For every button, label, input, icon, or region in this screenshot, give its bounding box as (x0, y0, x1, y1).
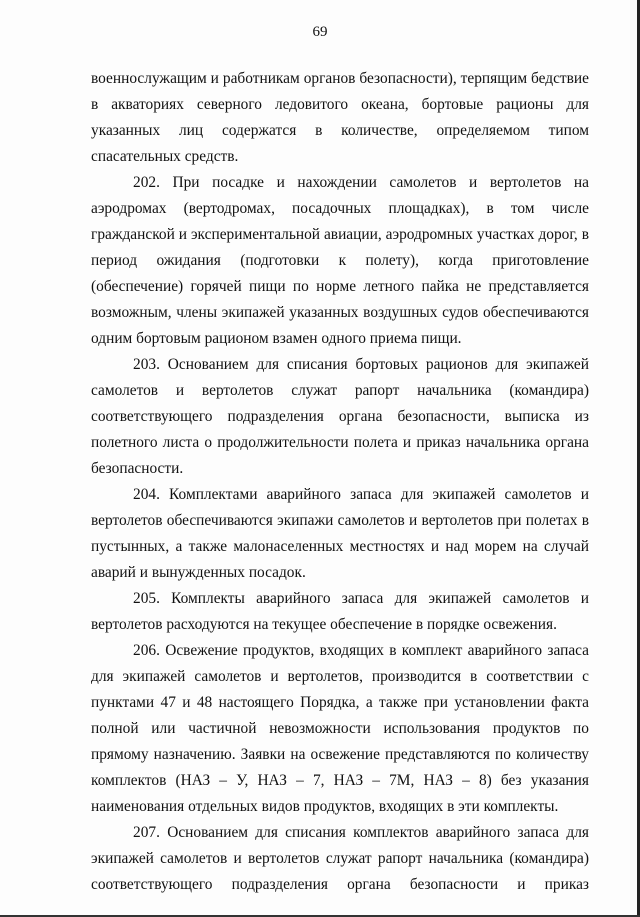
document-body (91, 66, 589, 898)
paragraph-207: 207. Основанием для списания комплектов аварийного запаса для экипажей самолетов и вертолетов служат рапорт начальника (командира) соответствующего подразделения органа безопасности и приказ (91, 824, 589, 893)
paragraph-203: 203. Основанием для списания бортовых рационов для экипажей самолетов и вертолетов служат рапорт начальника (командира) соответствующего подразделения органа безопасности, выписка из полетного листа о продолжительности полета и приказ начальника органа безопасности. (91, 356, 589, 477)
paragraph-206: 206. Освежение продуктов, входящих в комплект аварийного запаса для экипажей самолетов и вертолетов, производится в соответствии с пунктами 47 и 48 настоящего Порядка, а также при установлении факта полной или частичной невозможности использования продуктов по прямому назначению. Заявки на освежение представляются по количеству комплектов (НАЗ – У, НАЗ – 7, НАЗ – 7М, НАЗ – 8) без указания наименования отдельных видов продуктов, входящих в эти комплекты. (91, 642, 589, 815)
paragraph-continuation: военнослужащим и работникам органов безопасности), терпящим бедствие в акваториях северного ледовитого океана, бортовые рационы для указанных лиц содержатся в количестве, определяемом типом спасательных средств. (91, 70, 589, 165)
paragraph-202: 202. При посадке и нахождении самолетов и вертолетов на аэродромах (вертодромах, посадочных площадках), в том числе гражданской и экспериментальной авиации, аэродромных участках дорог, в период ожидания (подготовки к полету), когда приготовление (обеспечение) горячей пищи по норме летного пайка не представляется возможным, члены экипажей указанных воздушных судов обеспечиваются одним бортовым рационом взамен одного приема пищи. (91, 174, 589, 347)
page-number: 69 (312, 24, 328, 40)
paragraph-205: 205. Комплекты аварийного запаса для экипажей самолетов и вертолетов расходуются на текущее обеспечение в порядке освежения. (91, 590, 589, 633)
paragraph-204: 204. Комплектами аварийного запаса для экипажей самолетов и вертолетов обеспечиваются экипажи самолетов и вертолетов при полетах в пустынных, а также малонаселенных местностях и над морем на случай аварий и вынужденных посадок. (91, 486, 589, 581)
